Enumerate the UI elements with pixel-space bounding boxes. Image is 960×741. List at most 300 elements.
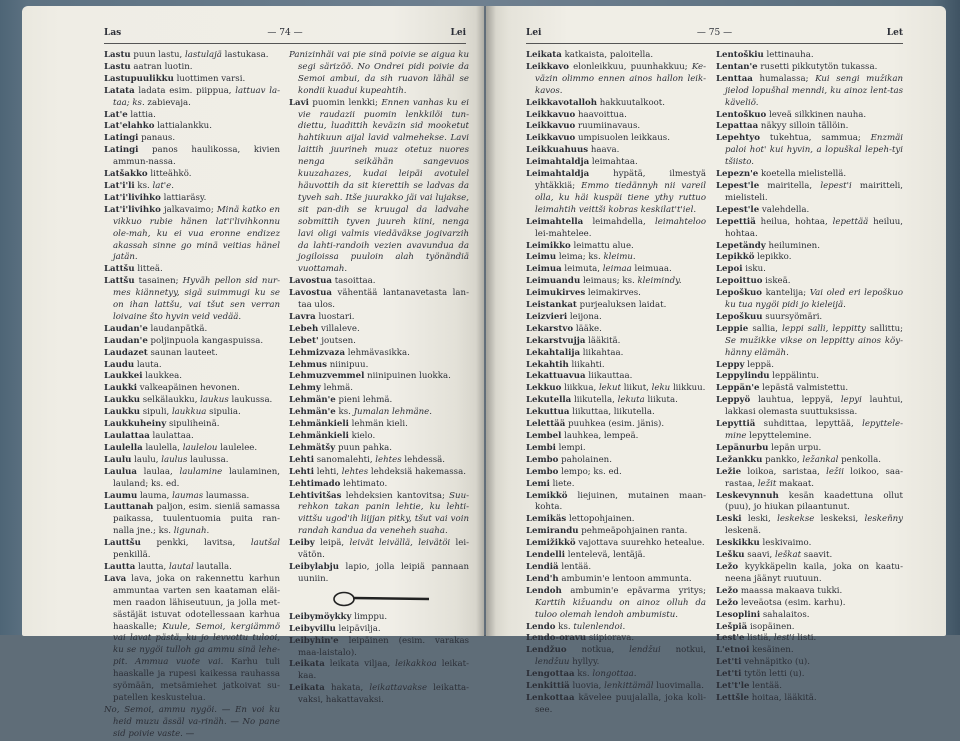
headword: Leimahtaldja bbox=[526, 169, 590, 180]
gloss: makaat. bbox=[779, 478, 815, 489]
dictionary-entry bbox=[104, 371, 280, 383]
headword: Lepest'le bbox=[716, 180, 760, 191]
headword: Lattšu bbox=[104, 264, 135, 275]
gloss: listi. bbox=[797, 633, 817, 644]
book-gutter bbox=[476, 6, 496, 636]
definition: leipävilja. bbox=[338, 623, 381, 634]
gloss: sallittu; bbox=[869, 323, 904, 334]
dictionary-entry bbox=[716, 681, 903, 693]
example: leimahteloo bbox=[654, 216, 707, 227]
headword: Lastupuulikku bbox=[104, 73, 174, 84]
dictionary-entry bbox=[716, 550, 903, 562]
headword: Lembel bbox=[526, 431, 562, 441]
headword: Lehmänkieli bbox=[289, 431, 349, 441]
definition: leskivaimo. bbox=[762, 538, 812, 549]
dictionary-entry bbox=[716, 110, 903, 122]
page-number: — 74 — bbox=[267, 28, 303, 38]
headword: Lentoškuo bbox=[716, 109, 767, 120]
gloss: notkui, bbox=[675, 645, 707, 656]
definition: lentää. bbox=[561, 561, 592, 572]
definition: humalassa; bbox=[759, 73, 809, 84]
example: lepettää bbox=[832, 216, 869, 227]
definition: leijona. bbox=[569, 311, 602, 322]
gloss: liikut, bbox=[623, 383, 649, 394]
definition: notkua, bbox=[581, 645, 615, 656]
gloss: liikuta. bbox=[647, 395, 678, 406]
dictionary-entry bbox=[289, 538, 469, 562]
dictionary-entry bbox=[289, 50, 469, 98]
headword: Laudu bbox=[104, 359, 135, 370]
headword: Lehmätšy bbox=[289, 442, 336, 453]
headword: Lebeh bbox=[289, 323, 319, 334]
dictionary-entry bbox=[104, 133, 280, 145]
definition: lehtimato. bbox=[343, 478, 388, 489]
dictionary-entry bbox=[526, 479, 706, 491]
dictionary-entry bbox=[716, 491, 903, 515]
headword: Latata bbox=[104, 85, 135, 96]
example: Karttih kižuandu on ainoz olluh da tuloo olemah lendoh ambumistu. bbox=[535, 597, 706, 620]
dictionary-entry bbox=[289, 383, 469, 395]
gloss: Karhu tuli haaskalle ja rupesi kaikessa rauhassa syömään, metsämiehet jatkoivat su-patellen keskustelua. bbox=[113, 657, 280, 703]
dictionary-entry bbox=[104, 110, 280, 122]
definition: lauhtua, leppyä, bbox=[758, 395, 834, 406]
definition: lettopohjainen. bbox=[568, 514, 635, 525]
example: Hyväh pellon sid nur-mes kiännetyy, sigä suimmugi ku se on ihan lattšu, vai tšut sen verran loivaine što hyvin veid vedää. bbox=[113, 276, 281, 322]
definition: paholainen. bbox=[561, 454, 612, 465]
headword: Lemirandu bbox=[526, 526, 579, 537]
definition: liikahtaa. bbox=[582, 347, 624, 358]
headword: Leppy bbox=[716, 359, 745, 370]
dictionary-entry bbox=[104, 562, 280, 574]
headword: Lendo-oravu bbox=[526, 633, 587, 644]
right-page-header bbox=[526, 28, 903, 42]
headword: Leimua bbox=[526, 264, 562, 275]
definition: elonleikkuu, puunhakkuu; bbox=[573, 61, 688, 72]
definition: puun pahka. bbox=[337, 442, 393, 453]
dictionary-entry bbox=[526, 622, 706, 634]
headword: Lepettiä bbox=[716, 216, 756, 227]
guide-word-left: Las bbox=[104, 28, 122, 38]
definition: laudanpätkä. bbox=[150, 323, 208, 334]
dictionary-entry bbox=[526, 348, 706, 360]
dictionary-entry bbox=[526, 633, 706, 645]
example: lekut bbox=[598, 383, 621, 394]
definition: leppä. bbox=[747, 359, 774, 370]
example: Panizinhäi vai pie sinä poivie se aigua ku segi särizöö. No Ondrei pidi poivie da Semoi ambui, da sih ruavon lähäl se kondii kuadui kupeahtih. bbox=[289, 50, 469, 96]
left-column-1 bbox=[104, 50, 280, 741]
dictionary-entry bbox=[526, 121, 706, 133]
definition: penkki, lavitsa, bbox=[156, 538, 236, 549]
definition: liikutella, bbox=[573, 395, 615, 406]
headword: Let't'le bbox=[716, 681, 750, 692]
example: lepyi bbox=[840, 395, 862, 406]
headword: Laulella bbox=[104, 442, 143, 453]
definition: lehdeksien kantovitsa; bbox=[345, 490, 445, 501]
headword: Lat'elahko bbox=[104, 121, 155, 132]
example: laulamine bbox=[179, 466, 223, 477]
example: leikattavakse bbox=[369, 683, 428, 694]
dictionary-entry bbox=[716, 252, 903, 264]
example: kleimindy. bbox=[637, 276, 682, 287]
headword: Leizvieri bbox=[526, 311, 568, 322]
headword: Laulu bbox=[104, 454, 132, 465]
header-rule bbox=[526, 43, 903, 44]
gloss: loikoo, saa-rastaa, bbox=[725, 466, 904, 489]
headword: Lekarstvo bbox=[526, 323, 574, 334]
headword: Leppie bbox=[716, 323, 749, 334]
definition: lattia. bbox=[130, 109, 156, 120]
headword: Latingi bbox=[104, 145, 139, 156]
dictionary-entry bbox=[104, 431, 280, 443]
dictionary-entry bbox=[526, 98, 706, 110]
headword: Leibyvillu bbox=[289, 623, 336, 634]
dictionary-entry bbox=[104, 395, 280, 407]
definition: leima; ks. bbox=[558, 252, 601, 263]
headword: Let'ti bbox=[716, 657, 742, 668]
dictionary-entry bbox=[526, 586, 706, 622]
dictionary-entry bbox=[716, 645, 903, 657]
definition: lehmävasikka. bbox=[347, 347, 410, 358]
headword: Lepattaa bbox=[716, 121, 759, 132]
dictionary-entry bbox=[716, 312, 903, 324]
headword: Lauttšu bbox=[104, 538, 141, 549]
definition: lehmä. bbox=[323, 383, 353, 394]
example: Ke-väzin olimmo ennen ainos hallon leik-kavos. bbox=[535, 61, 707, 96]
headword: Lavostua bbox=[289, 288, 332, 299]
dictionary-entry bbox=[716, 74, 903, 110]
dictionary-entry bbox=[289, 683, 469, 707]
dictionary-entry bbox=[526, 562, 706, 574]
definition: lauma, bbox=[139, 490, 170, 501]
definition: puomin lenkki; bbox=[312, 97, 378, 108]
dictionary-entry bbox=[526, 669, 706, 681]
headword: Laukku bbox=[104, 395, 141, 406]
dictionary-entry bbox=[289, 407, 469, 419]
headword: Leibyhin'e bbox=[289, 635, 339, 646]
definition: lattiaräsy. bbox=[163, 192, 207, 203]
headword: Ležo bbox=[716, 597, 739, 608]
definition: valehdella. bbox=[761, 204, 810, 215]
dictionary-entry bbox=[289, 562, 469, 586]
dictionary-entry bbox=[104, 383, 280, 395]
headword: Lend'h bbox=[526, 573, 559, 584]
headword: Lat'i'livihko bbox=[104, 192, 161, 203]
definition: kantelija; bbox=[765, 288, 807, 299]
headword: Lemi bbox=[526, 478, 550, 489]
headword: Lekuttua bbox=[526, 407, 570, 418]
headword: Lemižikkö bbox=[526, 538, 576, 549]
headword: Lehmus bbox=[289, 359, 327, 370]
dictionary-entry bbox=[526, 312, 706, 324]
headword: Lebet' bbox=[289, 335, 319, 346]
headword: Leppyö bbox=[716, 395, 751, 406]
gloss: sipulia. bbox=[209, 407, 241, 418]
dictionary-entry bbox=[716, 276, 903, 288]
headword: Lešku bbox=[716, 550, 745, 561]
gloss: leskeksi, bbox=[820, 514, 859, 525]
gloss: leikat-kaa. bbox=[298, 659, 469, 682]
dictionary-entry bbox=[526, 419, 706, 431]
gloss: lei-mahtelee. bbox=[535, 228, 592, 239]
definition: litteä. bbox=[137, 264, 163, 275]
definition: leimahdella, bbox=[592, 216, 646, 227]
example: lehtes bbox=[375, 454, 402, 465]
definition: liikahti. bbox=[571, 359, 605, 370]
headword: Lavra bbox=[289, 311, 316, 322]
definition: tukehtua, sammua; bbox=[769, 133, 861, 144]
dictionary-entry bbox=[104, 264, 280, 276]
definition: liikauttaa. bbox=[588, 371, 633, 382]
gloss: epävarma yritys; bbox=[627, 585, 706, 596]
headword: Lettšle bbox=[716, 692, 750, 703]
left-column-2 bbox=[289, 50, 469, 707]
definition: vajottava suurehko hetealue. bbox=[578, 538, 705, 549]
definition: kyykkäpelin kaila, joka on kaatu-neena jäänyt ruutuun. bbox=[725, 561, 903, 584]
headword: Leikkavuo bbox=[526, 121, 576, 132]
definition: ladata esim. piippua, bbox=[138, 85, 232, 96]
dictionary-entry bbox=[104, 455, 280, 467]
definition: leimuta, bbox=[564, 264, 600, 275]
definition: saunan lauteet. bbox=[150, 347, 218, 358]
headword: Lehtimado bbox=[289, 478, 341, 489]
dictionary-entry bbox=[289, 431, 469, 443]
gloss: lentoon ammunta. bbox=[612, 573, 692, 584]
headword: Lengottaa bbox=[526, 669, 575, 680]
dictionary-entry bbox=[716, 371, 903, 383]
definition: lempo; ks. ed. bbox=[561, 466, 622, 477]
definition: näkyy silloin tällöin. bbox=[760, 121, 849, 132]
dictionary-entry bbox=[289, 312, 469, 324]
definition: lettinauha. bbox=[766, 50, 814, 60]
example: Kuule, Semoi, kergiämmö vai lavat pästä, ku jo levvottu tulooi, ku se nygöi tulloh ga ammu sinä lehe-pit. Ammua vuote vai. bbox=[113, 621, 281, 668]
dictionary-entry bbox=[289, 371, 469, 383]
definition: jalkavaimo; bbox=[163, 204, 214, 215]
definition: tasoittaa. bbox=[334, 276, 376, 287]
definition: vähentää lantanavetasta lan-taa ulos. bbox=[298, 288, 469, 311]
definition: suhdittaa, lepyttää, bbox=[763, 419, 854, 430]
headword: Lepänurbu bbox=[716, 442, 769, 453]
headword: Lepetändy bbox=[716, 240, 766, 251]
dictionary-entry bbox=[526, 431, 706, 443]
definition: leppälintu. bbox=[772, 371, 820, 382]
headword: Leikkavuo bbox=[526, 109, 576, 120]
headword: Lesoplini bbox=[716, 609, 761, 620]
headword: Lekutella bbox=[526, 395, 572, 406]
headword: Leibylabju bbox=[289, 561, 339, 572]
example: Suu-rehkon takan panin lehtie, ku lehti-vittšu ugod'ih liijjan pitky, tšut vai voin randah kandua da veneheh suaha. bbox=[298, 490, 470, 537]
definition: mairitella, bbox=[767, 180, 813, 191]
dictionary-entry bbox=[104, 145, 280, 169]
dictionary-entry bbox=[526, 252, 706, 264]
example: lepyttele-mine bbox=[725, 419, 903, 441]
headword: Leskikku bbox=[716, 538, 760, 549]
dictionary-entry bbox=[526, 526, 706, 538]
gloss: leimuaa. bbox=[634, 264, 672, 275]
headword: Lautta bbox=[104, 561, 136, 572]
headword: Leikkavotalloh bbox=[526, 97, 598, 108]
definition: siipiorava. bbox=[588, 633, 635, 644]
definition: leipäinen (esim. varakas maa-laistalo). bbox=[298, 635, 469, 658]
gloss: lepyttelemine. bbox=[749, 431, 812, 441]
dictionary-entry bbox=[526, 681, 706, 693]
example: Minä katko en vikkuo rubie hänen lat'i'livihkonnu ole-mah, ku ei vua eronne endizez akassah sinne go minä veitias hänel jatän. bbox=[113, 204, 281, 263]
dictionary-entry bbox=[526, 491, 706, 515]
definition: leimakirves. bbox=[587, 288, 641, 299]
headword: Lehmy bbox=[289, 383, 321, 394]
dictionary-entry bbox=[716, 419, 903, 443]
definition: hoitaa, lääkitä. bbox=[751, 692, 817, 703]
dictionary-entry bbox=[526, 241, 706, 253]
example: lekuta bbox=[617, 395, 645, 406]
headword: Lat'i'livihko bbox=[104, 204, 161, 215]
headword: Lepest'le bbox=[716, 204, 760, 215]
definition: limppu. bbox=[354, 611, 388, 622]
dictionary-entry bbox=[104, 324, 280, 336]
headword: Laukki bbox=[104, 383, 138, 394]
headword: Laulattaa bbox=[104, 431, 150, 441]
headword: Lentan'e bbox=[716, 61, 758, 72]
headword: Leikata bbox=[289, 683, 325, 694]
headword: Lepezn'e bbox=[716, 169, 759, 180]
gloss: hyllyy. bbox=[572, 657, 600, 668]
example: lehtes bbox=[341, 466, 369, 477]
definition: niinipuinen luokka. bbox=[367, 371, 451, 382]
definition: loikoa, saristaa, bbox=[747, 466, 820, 477]
headword: Lest'e bbox=[716, 633, 745, 644]
dictionary-entry bbox=[526, 395, 706, 407]
headword: Laulua bbox=[104, 466, 137, 477]
headword: Leppän'e bbox=[716, 383, 760, 394]
definition: leimattu alue. bbox=[573, 240, 634, 251]
headword: Leikata bbox=[526, 50, 562, 60]
gloss: lei-vätön. bbox=[298, 538, 470, 561]
dictionary-entry bbox=[716, 586, 903, 598]
example: Ennen vanhas ku ei vie raudazii puomin lenkkilöi tun-diettu, luadittih keväzin sid mooketut hahtikuun aijal lavid valmehekse. Lavi laittih juurineh muaz otetuz nuores nenga seikähän sangevuos kuuzahazes, kudai leipäi avotulel häuvottih da sit kierettih se ladvas da tyveh sah. Itše juurakko jäi vai lujakse, sit pan-dih se kruugal da ladvahe sobmittih tyven juureh kiini, nenga lavi oligi valmis viedäväkse jogivarzih da lahti-randoih vezien avavundua da jogiloissa puuloin alah työnändiä vuottamah. bbox=[298, 97, 469, 275]
definition: litteähkö. bbox=[150, 169, 192, 180]
gloss: lautalla. bbox=[196, 561, 232, 572]
definition: hakata, bbox=[330, 683, 364, 694]
definition: laulattaa. bbox=[152, 431, 194, 441]
headword: Laukkuheiny bbox=[104, 419, 167, 430]
headword: Ležie bbox=[716, 466, 742, 477]
bread-peel-illustration bbox=[289, 586, 469, 612]
dictionary-entry bbox=[289, 348, 469, 360]
example: laukus bbox=[200, 395, 229, 406]
right-column-1 bbox=[526, 50, 706, 717]
definition: lattialankku. bbox=[157, 121, 212, 132]
definition: vehnäpitko (u). bbox=[744, 657, 811, 668]
guide-word-right: Lei bbox=[450, 28, 466, 38]
headword: Lat'i'li bbox=[104, 180, 135, 191]
right-column-2 bbox=[716, 50, 903, 705]
definition: kielo. bbox=[351, 431, 376, 441]
dictionary-entry bbox=[526, 467, 706, 479]
dictionary-entry bbox=[104, 181, 280, 193]
dictionary-entry bbox=[716, 62, 903, 74]
definition: panos haulikossa, kivien ammun-nassa. bbox=[113, 145, 280, 168]
headword: Lastu bbox=[104, 61, 131, 72]
headword: Lemikkö bbox=[526, 490, 568, 501]
gloss: leskenä. bbox=[725, 526, 761, 537]
definition: lehti, bbox=[316, 466, 340, 477]
gloss: penkolla. bbox=[841, 454, 882, 465]
dictionary-entry bbox=[716, 121, 903, 133]
definition: puuhkea (esim. jänis). bbox=[568, 419, 665, 430]
example: leimaa bbox=[602, 264, 632, 275]
definition: sipuliheinä. bbox=[168, 419, 220, 430]
dictionary-entry bbox=[716, 562, 903, 586]
dictionary-entry bbox=[716, 455, 903, 467]
dictionary-entry bbox=[526, 550, 706, 562]
definition: niinipuu. bbox=[329, 359, 369, 370]
definition: tasainen; bbox=[138, 276, 179, 287]
dictionary-entry bbox=[716, 598, 903, 610]
dictionary-entry bbox=[289, 624, 469, 636]
gloss: laumassa. bbox=[205, 490, 250, 501]
definition: ks. bbox=[338, 407, 351, 418]
headword: Lava bbox=[104, 573, 127, 584]
definition: ambumin'e bbox=[570, 585, 619, 596]
definition: kesäinen. bbox=[752, 645, 794, 656]
headword: Leikkavuo bbox=[526, 133, 576, 144]
example: Kui sengi mužikan jielod lopušhal menndi, ku ainoz lent-tas käveliö. bbox=[725, 73, 904, 108]
headword: Lekahtih bbox=[526, 359, 569, 370]
definition: pehmeäpohjainen ranta. bbox=[581, 526, 688, 537]
headword: Laukku bbox=[104, 407, 141, 418]
definition: rusetti pikkutytön tukassa. bbox=[760, 61, 878, 72]
dictionary-entry bbox=[104, 491, 280, 503]
gloss: lehdessä. bbox=[404, 454, 445, 465]
definition: koetella mielistellä. bbox=[760, 169, 847, 180]
definition: kävelee puujalalla, joka koli-see. bbox=[535, 692, 706, 715]
dictionary-entry bbox=[104, 443, 280, 455]
definition: lepän urpu. bbox=[771, 442, 822, 453]
headword: Leimikko bbox=[526, 240, 571, 251]
dictionary-entry bbox=[104, 538, 280, 562]
definition: pieni lehmä. bbox=[338, 395, 393, 406]
example: Emmo tiedännyh nii vareil olla, ku häi kuspäi tiene ythy ruttuo leimahtih veittši kobras keskilat't'iel. bbox=[535, 180, 707, 215]
definition: luovia, bbox=[572, 681, 602, 692]
example: tulenlendoi. bbox=[573, 621, 626, 632]
headword: Ležankku bbox=[716, 454, 763, 465]
headword: Lemikäs bbox=[526, 514, 567, 525]
definition: purjealuksen laidat. bbox=[579, 300, 667, 311]
dictionary-entry bbox=[716, 693, 903, 705]
definition: laulu, bbox=[134, 454, 159, 465]
dictionary-entry bbox=[716, 514, 903, 538]
dictionary-entry bbox=[716, 181, 903, 205]
headword: Lattšu bbox=[104, 276, 135, 287]
headword: Leimahtella bbox=[526, 216, 584, 227]
dictionary-entry bbox=[526, 443, 706, 455]
dictionary-entry bbox=[104, 50, 280, 62]
dictionary-entry bbox=[716, 133, 903, 169]
definition: lava, joka on rakennettu karhun ammuntaa varten sen kaataman eläi-men raadon lähiseutuun, ja jolla met-sästäjät istuvat odotellessaan karhua haaskalle; bbox=[113, 573, 280, 632]
definition: sipuli, bbox=[142, 407, 170, 418]
headword: Leimuandu bbox=[526, 276, 581, 287]
dictionary-entry bbox=[104, 205, 280, 265]
dictionary-entry bbox=[526, 407, 706, 419]
dictionary-entry bbox=[526, 371, 706, 383]
dictionary-entry bbox=[526, 217, 706, 241]
left-page-header bbox=[104, 28, 466, 42]
headword: Lepoi bbox=[716, 264, 743, 275]
headword: Lepoittuo bbox=[716, 276, 763, 287]
example: leku bbox=[651, 383, 671, 394]
dictionary-entry bbox=[289, 659, 469, 683]
dictionary-entry bbox=[104, 467, 280, 491]
definition: hypätä, ilmestyä yhtäkkiä; bbox=[535, 169, 706, 191]
